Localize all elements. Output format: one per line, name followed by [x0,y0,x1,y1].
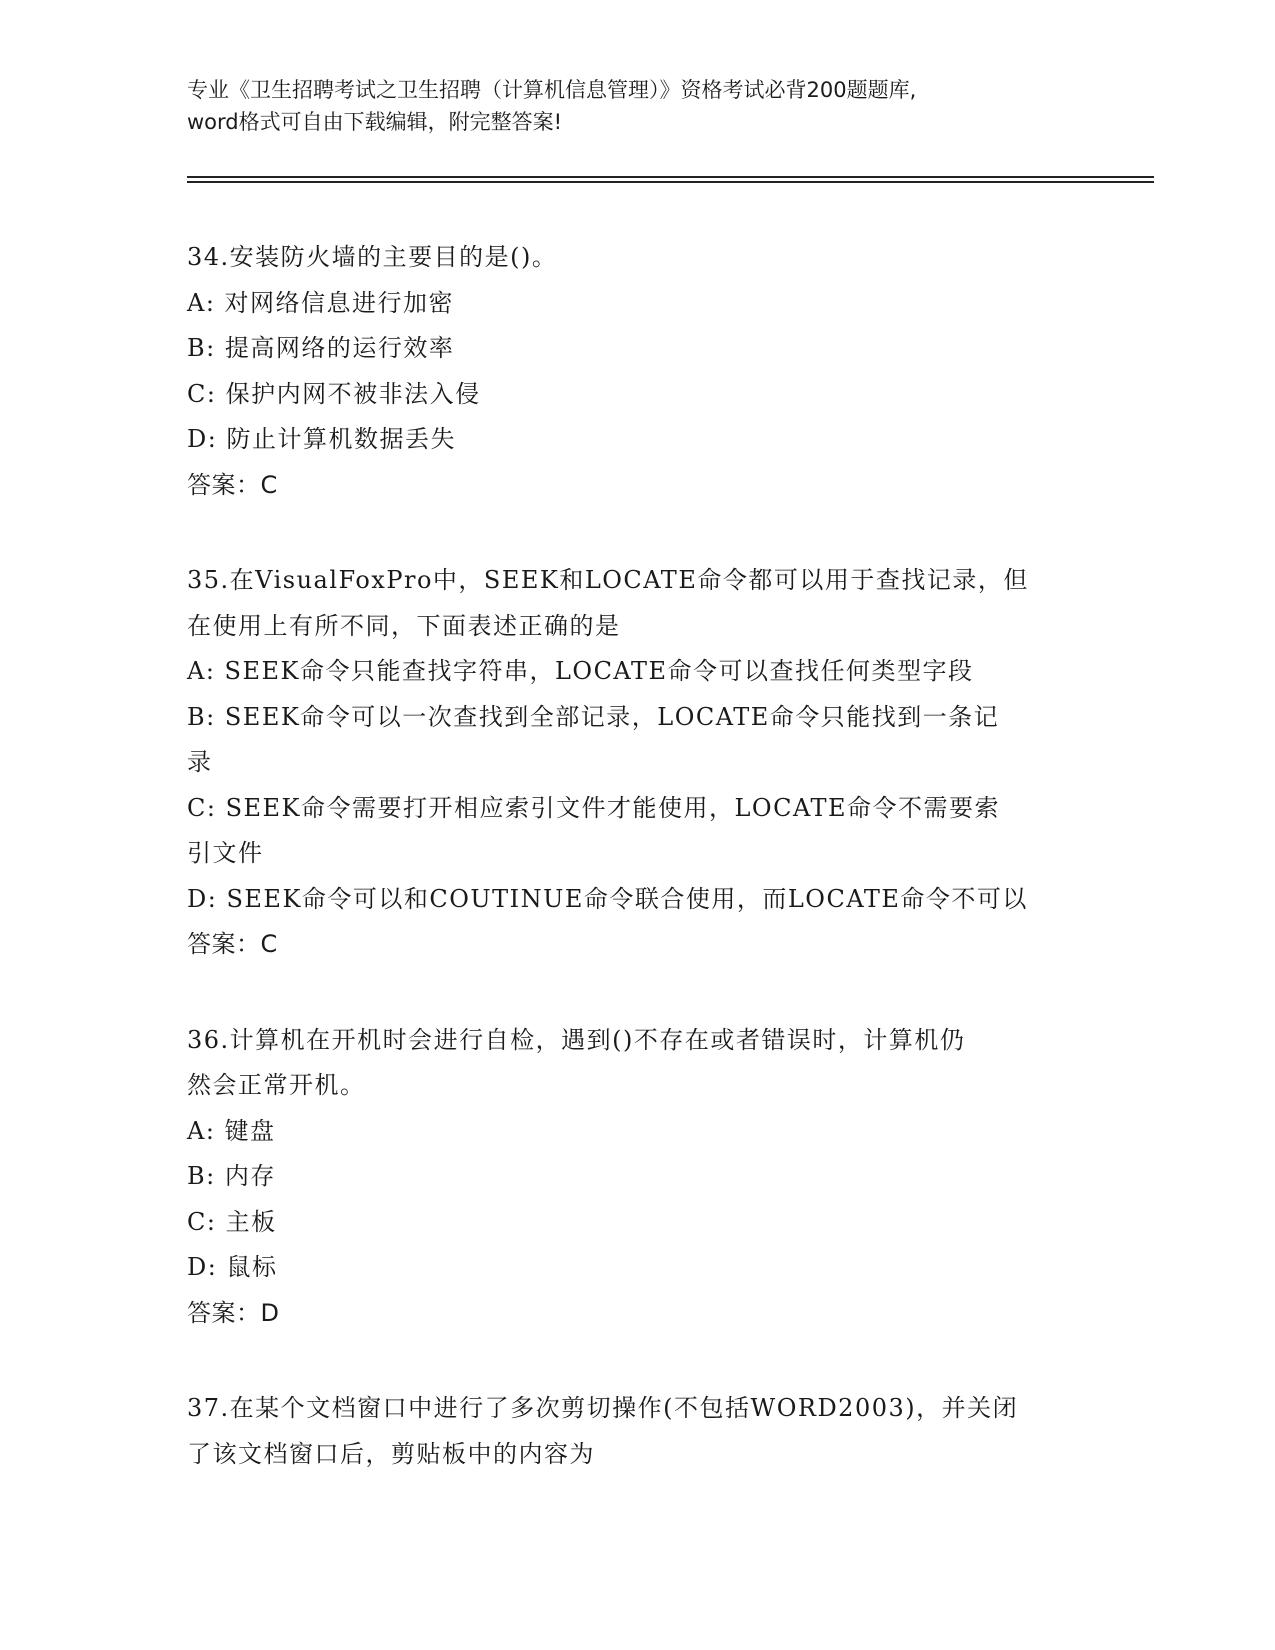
option-b: B: SEEK命令可以一次查找到全部记录，LOCATE命令只能找到一条记 [187,702,1000,731]
option-b: B: 提高网络的运行效率 [187,334,455,362]
question-34 [187,235,1087,508]
question-stem-cont: 然会正常开机。 [187,1071,366,1099]
option-c: C: 保护内网不被非法入侵 [187,379,481,408]
question-stem-cont: 了该文档窗口后，剪贴板中的内容为 [187,1439,595,1468]
answer: 答案：D [187,1298,280,1327]
option-d: D: 防止计算机数据丢失 [187,425,456,453]
option-a: A: 对网络信息进行加密 [187,288,455,317]
option-c: C: SEEK命令需要打开相应索引文件才能使用，LOCATE命令不需要索 [187,793,1001,822]
document-header [187,74,1087,138]
option-a: A: 键盘 [187,1116,276,1145]
header-divider-bottom [187,181,1154,183]
option-a: A: SEEK命令只能查找字符串，LOCATE命令可以查找任何类型字段 [187,657,974,685]
question-stem-cont: 在使用上有所不同，下面表述正确的是 [187,611,621,640]
option-b-cont: 录 [187,748,213,776]
header-line-2: word格式可自由下载编辑，附完整答案! [187,110,563,134]
question-stem: 37.在某个文档窗口中进行了多次剪切操作(不包括WORD2003)，并关闭 [187,1394,1019,1422]
question-stem: 34.安装防火墙的主要目的是()。 [187,243,558,271]
option-c: C: 主板 [187,1207,277,1236]
option-c-cont: 引文件 [187,839,264,867]
question-36 [187,1018,1087,1337]
answer: 答案：C [187,930,278,958]
question-stem: 36.计算机在开机时会进行自检，遇到()不存在或者错误时，计算机仍 [187,1025,966,1054]
answer: 答案：C [187,470,278,499]
option-d: D: 鼠标 [187,1253,278,1281]
header-divider-top [187,176,1154,178]
question-37 [187,1386,1087,1477]
question-stem: 35.在VisualFoxPro中，SEEK和LOCATE命令都可以用于查找记录，但 [187,566,1029,594]
question-list [187,235,1087,1527]
option-b: B: 内存 [187,1162,276,1190]
option-d: D: SEEK命令可以和COUTINUE命令联合使用，而LOCATE命令不可以 [187,884,1028,913]
question-35 [187,558,1087,968]
header-line-1: 专业《卫生招聘考试之卫生招聘（计算机信息管理）》资格考试必背200题题库, [187,78,917,102]
